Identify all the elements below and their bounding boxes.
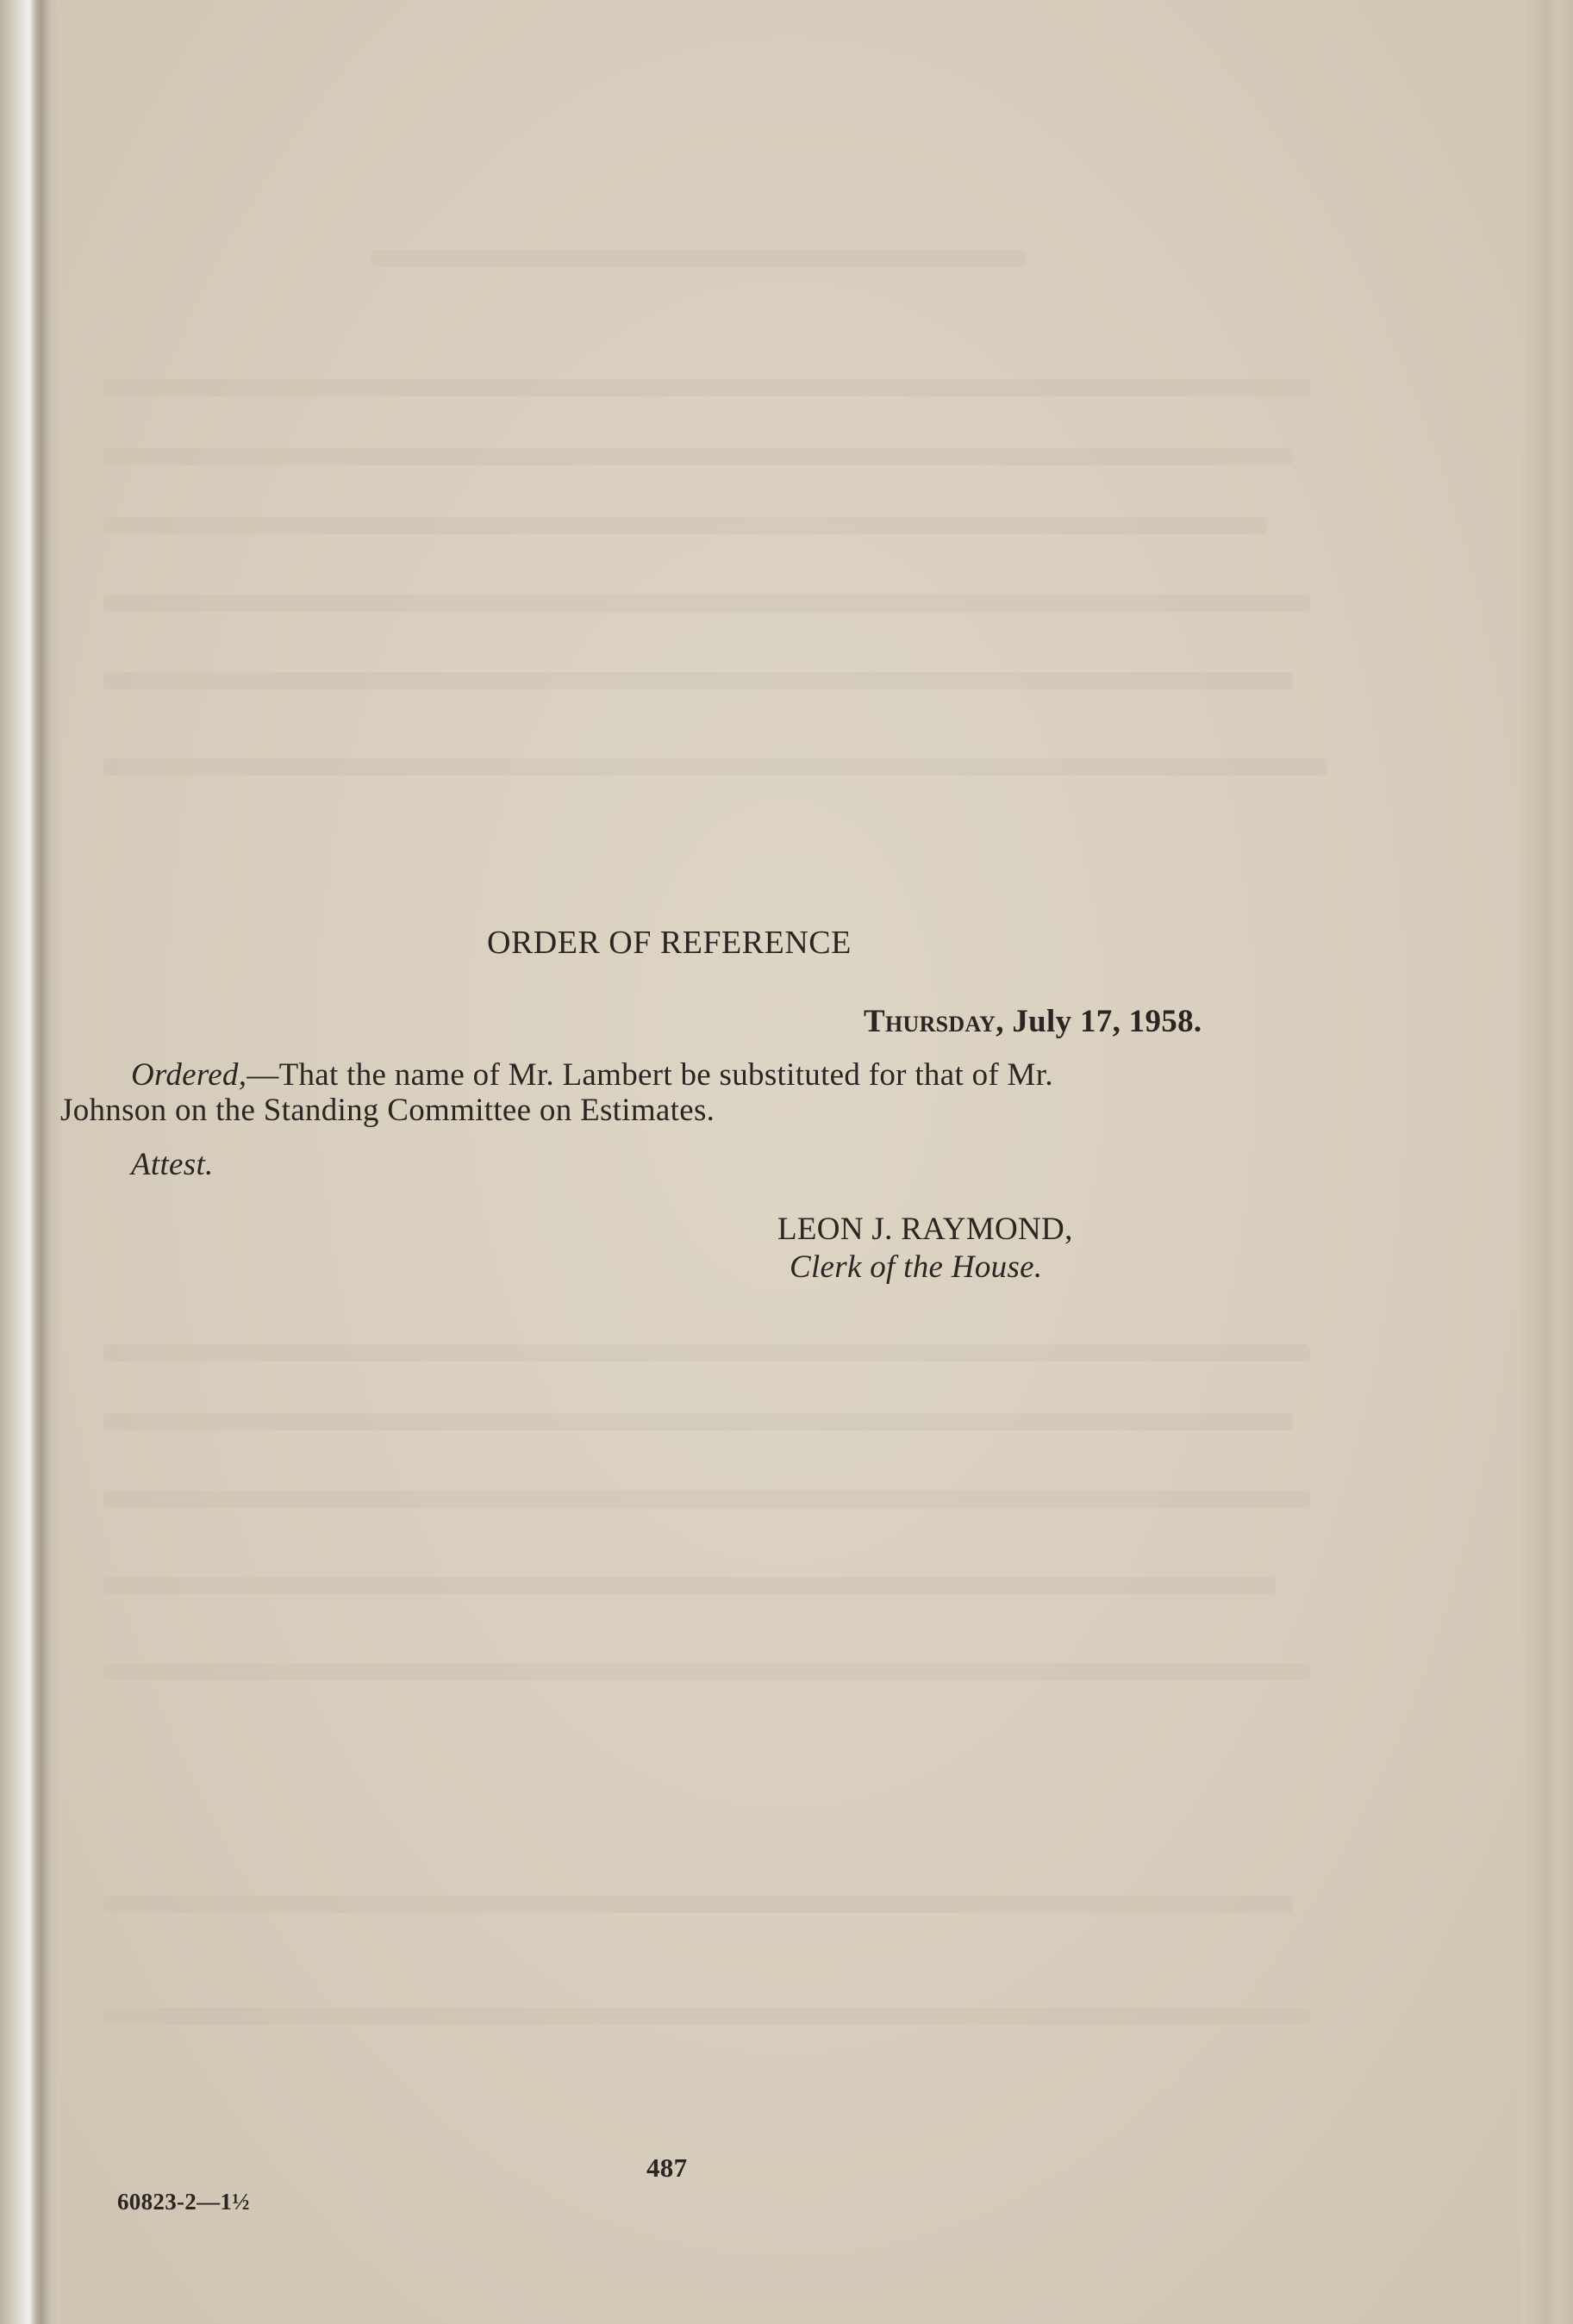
document-heading: ORDER OF REFERENCE <box>487 925 852 961</box>
show-through <box>103 595 1310 612</box>
show-through <box>103 672 1293 689</box>
show-through <box>103 517 1267 534</box>
show-through <box>103 379 1310 396</box>
page-number: 487 <box>646 2153 688 2183</box>
show-through <box>103 1344 1310 1361</box>
show-through <box>103 1413 1293 1430</box>
order-paragraph-line-2: Johnson on the Standing Committee on Estimates. <box>60 1093 715 1128</box>
order-date-weekday: Thursday, <box>864 1004 1004 1039</box>
order-lead-word: Ordered, <box>131 1057 247 1093</box>
attest-label: Attest. <box>131 1147 214 1182</box>
order-date-rest: July 17, 1958. <box>1003 1004 1202 1039</box>
order-paragraph-line-1 <box>131 1059 1053 1091</box>
show-through <box>103 448 1293 465</box>
page-edge <box>1521 0 1573 2324</box>
show-through <box>103 758 1327 776</box>
print-code: 60823-2—1½ <box>117 2189 250 2215</box>
order-line-1-text: —That the name of Mr. Lambert be substituted for that of Mr. <box>247 1057 1053 1093</box>
binding-edge <box>0 0 60 2324</box>
show-through <box>103 1491 1310 1508</box>
show-through <box>103 1896 1293 1913</box>
signatory-name: LEON J. RAYMOND, <box>777 1212 1073 1247</box>
show-through <box>103 1577 1276 1594</box>
show-through <box>103 1663 1310 1680</box>
show-through <box>103 2008 1310 2025</box>
order-date <box>864 1006 1202 1037</box>
show-through <box>371 250 1026 267</box>
signatory-title: Clerk of the House. <box>790 1249 1043 1285</box>
